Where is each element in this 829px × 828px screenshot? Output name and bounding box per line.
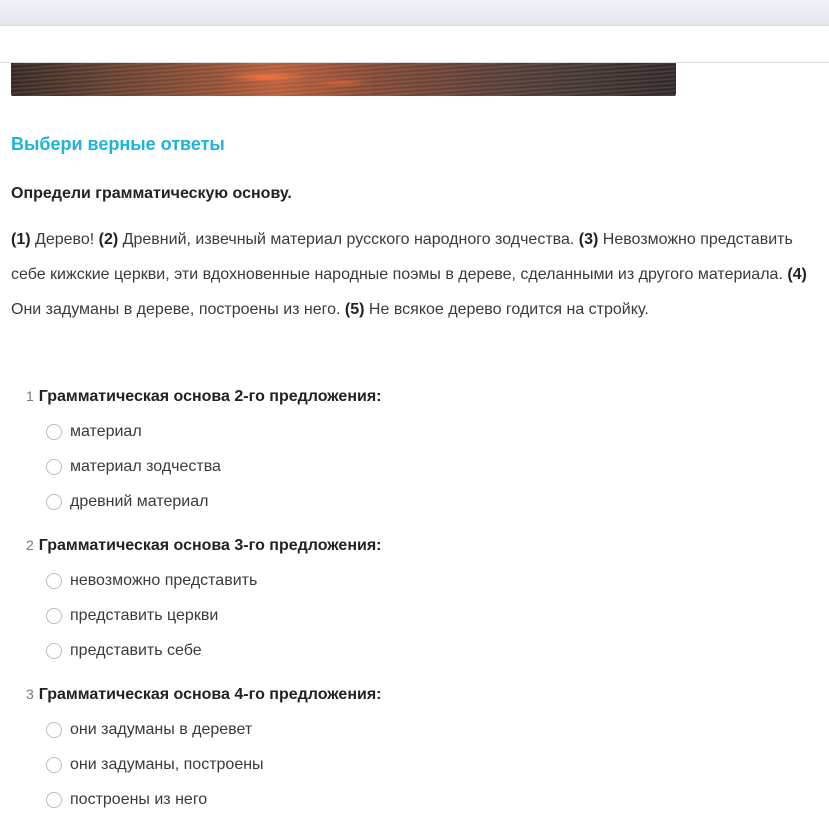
option-label: они задуманы в деревет <box>70 720 253 738</box>
answer-option[interactable] <box>46 414 382 449</box>
answer-option[interactable] <box>46 712 382 747</box>
answer-option[interactable] <box>46 563 382 598</box>
radio-button[interactable] <box>46 722 62 738</box>
sentence-number: (1) <box>11 231 31 248</box>
option-label: представить себе <box>70 641 202 659</box>
answer-option[interactable] <box>46 747 382 782</box>
radio-button[interactable] <box>46 608 62 624</box>
page-header-strip <box>0 26 829 63</box>
answer-option[interactable] <box>46 484 382 519</box>
section-title: Выбери верные ответы <box>11 134 225 154</box>
radio-button[interactable] <box>46 494 62 510</box>
sentence-text: Дерево! <box>30 231 99 248</box>
question-text: Грамматическая основа 4-го предложения: <box>38 686 382 703</box>
question-number: 2 <box>26 537 34 553</box>
radio-button[interactable] <box>46 424 62 440</box>
question-text: Грамматическая основа 3-го предложения: <box>38 537 382 554</box>
sentence-text: Не всякое дерево годится на стройку. <box>364 301 649 318</box>
question-3 <box>26 682 382 817</box>
radio-button[interactable] <box>46 459 62 475</box>
sentence-number: (2) <box>98 231 119 248</box>
option-label: невозможно представить <box>70 571 258 589</box>
radio-button[interactable] <box>46 757 62 773</box>
sentence-number: (5) <box>344 301 365 318</box>
answer-option[interactable] <box>46 633 382 668</box>
browser-top-bar <box>0 0 829 26</box>
option-label: материал зодчества <box>70 457 221 475</box>
lake-sunset-photo <box>11 63 676 96</box>
radio-button[interactable] <box>46 643 62 659</box>
answer-option[interactable] <box>46 782 382 817</box>
radio-button[interactable] <box>46 792 62 808</box>
option-label: материал <box>70 422 142 440</box>
question-2 <box>26 533 382 668</box>
answer-option[interactable] <box>46 598 382 633</box>
task-instruction: Определи грамматическую основу. <box>11 185 292 202</box>
answer-option[interactable] <box>46 449 382 484</box>
sentence-text: Невозможно представить себе кижские церкви, эти вдохновенные народные поэмы в дереве, сделанными из другого материала. <box>11 231 793 283</box>
question-text: Грамматическая основа 2-го предложения: <box>38 388 382 405</box>
option-label: построены из него <box>70 790 208 808</box>
option-label: представить церкви <box>70 606 219 624</box>
radio-button[interactable] <box>46 573 62 589</box>
question-number: 3 <box>26 686 34 702</box>
text-passage <box>11 222 811 327</box>
option-label: они задуманы, построены <box>70 755 264 773</box>
question-number: 1 <box>26 388 34 404</box>
question-1 <box>26 384 382 519</box>
sentence-text: Они задуманы в дереве, построены из него. <box>11 301 345 318</box>
option-label: древний материал <box>70 492 209 510</box>
sentence-text: Древний, извечный материал русского народного зодчества. <box>118 231 579 248</box>
sentence-number: (3) <box>578 231 599 248</box>
sentence-number: (4) <box>787 266 807 283</box>
